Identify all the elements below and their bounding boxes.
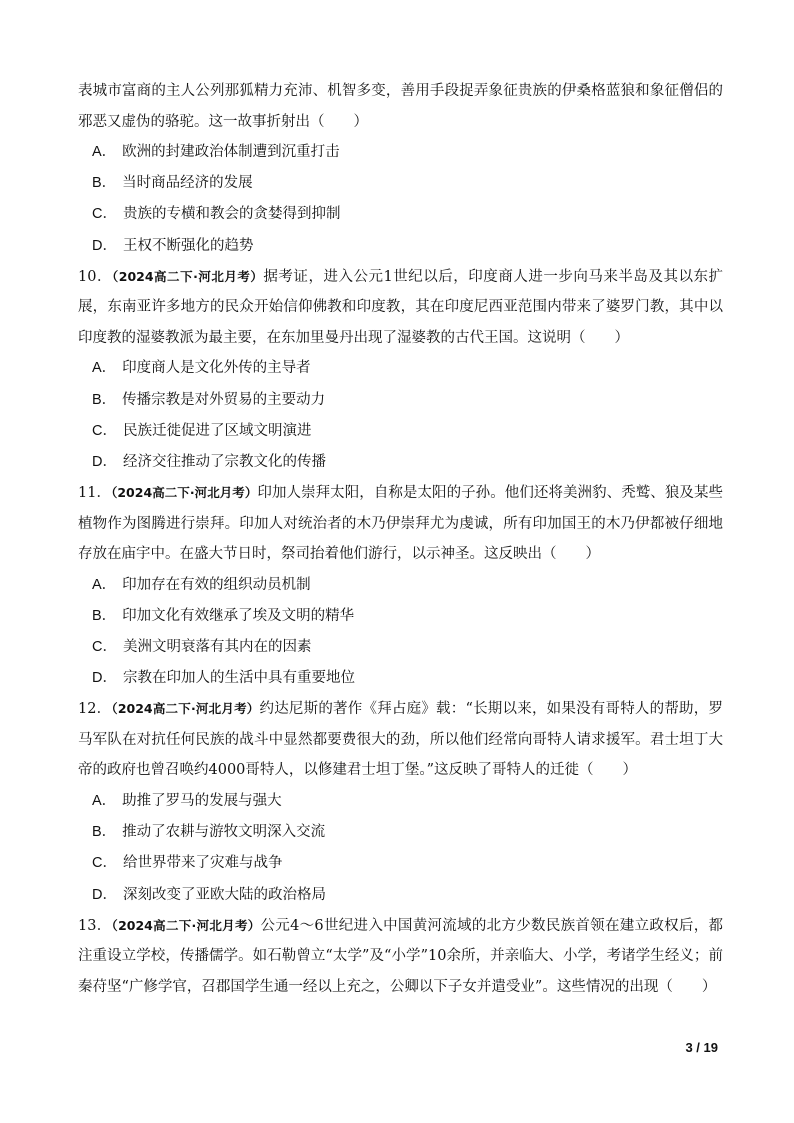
question-text: 约达尼斯的著作《拜占庭》载：“长期以来，如果没有哥特人的帮助，罗马军队在对抗任何民族的战斗中显然都要费很大的劲，所以他们经常向哥特人请求援军。君士坦丁大帝的政府也曾召唤约4000哥特人，以修建君士坦丁堡。”这反映了哥特人的迁徙（ ） — [78, 701, 723, 779]
option-b — [78, 817, 723, 848]
option-letter: A． — [92, 144, 117, 160]
question-number: 11． — [78, 485, 112, 502]
option-text: 欧洲的封建政治体制遭到沉重打击 — [122, 144, 340, 160]
question-13 — [78, 911, 723, 1003]
option-letter: D． — [92, 453, 117, 470]
option-a — [78, 137, 723, 168]
question-12 — [78, 694, 723, 910]
option-b — [78, 168, 723, 199]
option-c — [78, 632, 723, 663]
page-number: 3 / 19 — [685, 1040, 718, 1055]
option-text: 深刻改变了亚欧大陆的政治格局 — [122, 886, 326, 903]
option-letter: A． — [92, 792, 117, 809]
option-text: 当时商品经济的发展 — [122, 175, 253, 192]
question-source: （2024高二下·河北月考） — [111, 268, 264, 284]
option-letter: D． — [92, 886, 117, 903]
option-text: 经济交往推动了宗教文化的传播 — [122, 453, 326, 470]
option-text: 民族迁徙促进了区域文明演进 — [122, 422, 312, 439]
option-c — [78, 848, 723, 879]
page-content — [78, 76, 723, 1002]
option-text: 助推了罗马的发展与强大 — [122, 792, 282, 809]
option-letter: D． — [92, 237, 117, 254]
option-d — [78, 663, 723, 694]
question-stem — [78, 478, 723, 570]
option-d — [78, 447, 723, 478]
option-text: 推动了农耕与游牧文明深入交流 — [122, 824, 326, 841]
question-stem — [78, 911, 723, 1003]
option-d — [78, 231, 723, 262]
question-source: （2024高二下·河北月考） — [111, 485, 258, 501]
option-text: 印度商人是文化外传的主导者 — [122, 360, 311, 377]
option-b — [78, 385, 723, 416]
question-text: 表城市富商的主人公列那狐精力充沛、机智多变，善用手段捉弄象征贵族的伊桑格蓝狼和象征僧侣的邪恶又虚伪的骆驼。这一故事折射出（ ） — [78, 83, 723, 130]
option-letter: C． — [92, 855, 117, 872]
option-text: 传播宗教是对外贸易的主要动力 — [122, 391, 326, 408]
option-letter: D． — [92, 670, 117, 687]
question-number: 10． — [78, 268, 112, 285]
option-letter: B． — [92, 824, 117, 841]
question-text: 公元4～6世纪进入中国黄河流域的北方少数民族首领在建立政权后，都注重设立学校，传播儒学。如石勒曾立“太学”及“小学”10余所，并亲临大、小学，考诸学生经义；前秦苻坚“广修学官，召郡国学生通一经以上充之，公卿以下子女并遣受业”。这些情况的出现（ ） — [78, 917, 724, 995]
option-a — [78, 353, 723, 384]
option-letter: B． — [92, 607, 117, 624]
option-letter: C． — [92, 639, 117, 656]
question-source: （2024高二下·河北月考） — [111, 701, 260, 717]
question-stem — [78, 262, 723, 354]
option-text: 美洲文明衰落有其内在的因素 — [122, 639, 312, 656]
option-text: 贵族的专横和教会的贪婪得到抑制 — [122, 206, 341, 223]
option-text: 印加文化有效继承了埃及文明的精华 — [122, 607, 355, 624]
question-stem — [78, 694, 723, 786]
option-text: 王权不断强化的趋势 — [122, 237, 254, 254]
question-text: 印加人崇拜太阳，自称是太阳的子孙。他们还将美洲豹、秃鹫、狼及某些植物作为图腾进行崇拜。印加人对统治者的木乃伊崇拜尤为虔诚，所有印加国王的木乃伊都被仔细地存放在庙宇中。在盛大节日时，祭司抬着他们游行，以示神圣。这反映出（ ） — [78, 485, 724, 563]
option-d — [78, 880, 723, 911]
question-9-continuation — [78, 76, 723, 262]
question-11 — [78, 478, 723, 694]
option-letter: C． — [92, 422, 117, 439]
option-b — [78, 601, 723, 632]
option-c — [78, 199, 723, 230]
option-text: 宗教在印加人的生活中具有重要地位 — [122, 670, 355, 687]
option-text: 给世界带来了灾难与战争 — [122, 855, 283, 872]
question-text: 据考证，进入公元1世纪以后，印度商人进一步向马来半岛及其以东扩展，东南亚许多地方的民众开始信仰佛教和印度教，其在印度尼西亚范围内带来了婆罗门教，其中以印度教的湿婆教派为最主要，在东加里曼丹出现了湿婆教的古代王国。这说明（ ） — [78, 268, 723, 346]
question-number: 12． — [78, 701, 112, 718]
option-letter: A． — [92, 576, 117, 593]
option-text: 印加存在有效的组织动员机制 — [122, 576, 311, 593]
question-number: 13． — [78, 917, 112, 934]
question-source: （2024高二下·河北月考） — [111, 917, 261, 933]
option-letter: C． — [92, 206, 117, 223]
option-letter: B． — [92, 391, 117, 408]
question-10 — [78, 262, 723, 478]
option-letter: A． — [92, 360, 117, 377]
option-a — [78, 570, 723, 601]
option-letter: B． — [92, 175, 117, 192]
option-c — [78, 416, 723, 447]
option-a — [78, 786, 723, 817]
